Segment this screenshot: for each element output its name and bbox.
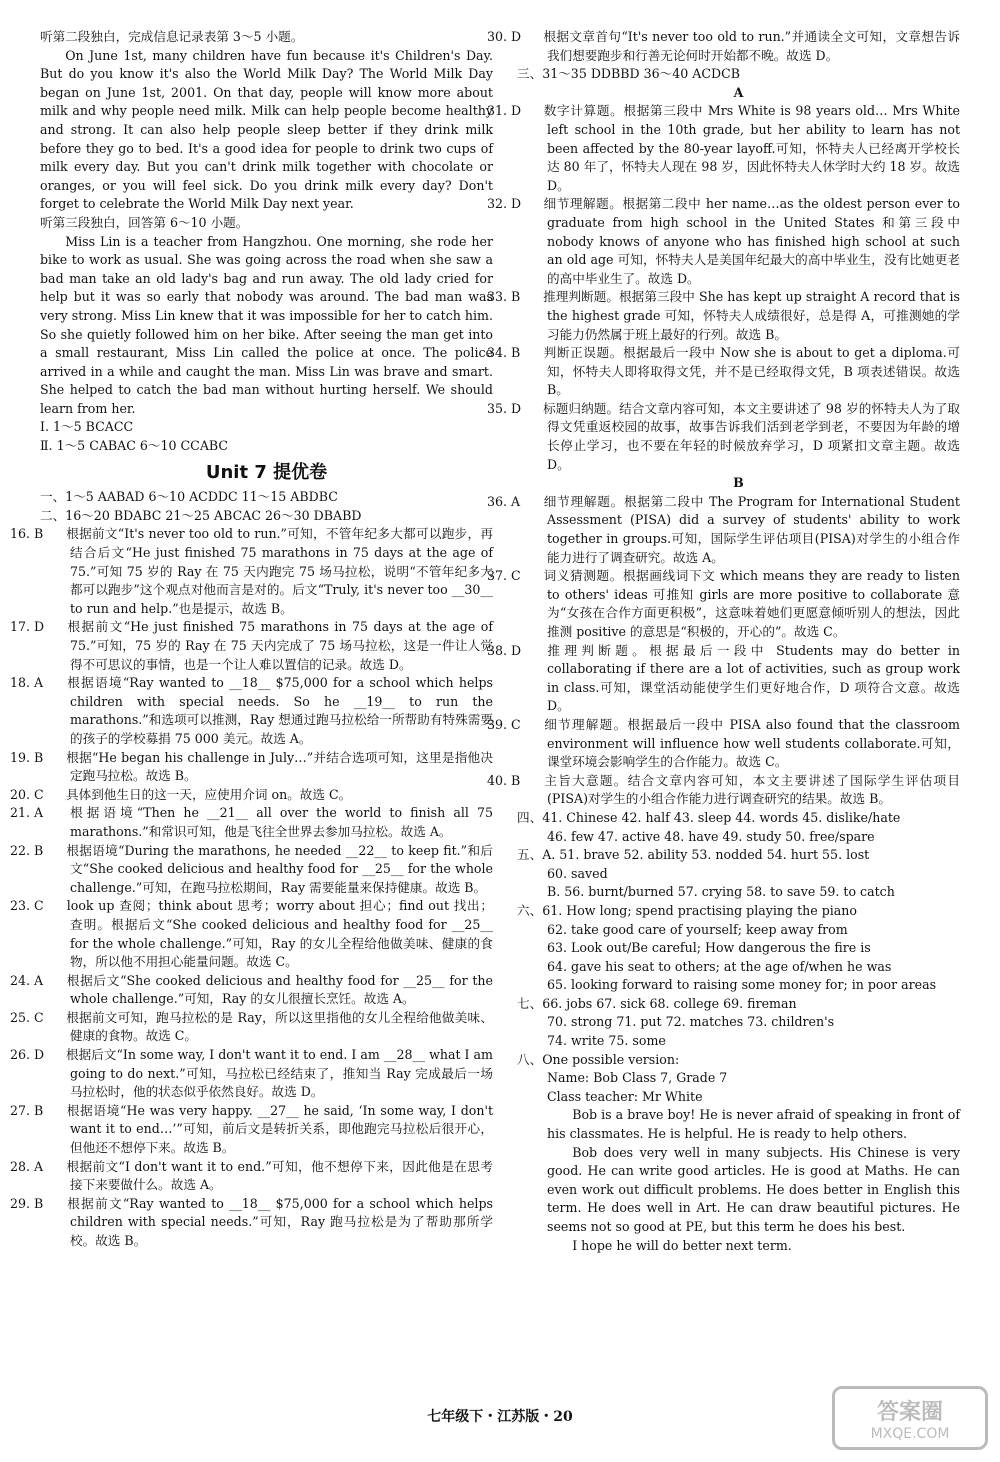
section-1-answers: 一、1～5 AABAD 6～10 ACDDC 11～15 ABDBC <box>40 489 338 505</box>
essay-paragraph-2: Bob does very well in many subjects. His Chinese is very good. He can write good articles. He is good at Maths. He can even work out difficult problems. He does better in English this term. He does well in Art. He can draw beautiful pictures. He seems not so good at PE, but this term he does his best. <box>547 1144 960 1234</box>
explanation-item <box>10 618 493 674</box>
section-6-line-4: 64. gave his seat to others; at the age of/when he was <box>547 958 892 974</box>
item-text: 根据前文可知，跑马拉松的是 Ray，所以这里指他的女儿全程给他做美味、健康的食物。故选 C。 <box>66 1009 493 1044</box>
explanation-item <box>10 1046 493 1102</box>
item-number: 40. B <box>487 772 521 788</box>
explanation-item <box>10 1158 493 1195</box>
explanation-item <box>10 674 493 748</box>
explanation-item <box>10 972 493 1009</box>
section-6-line-3: 63. Look out/Be careful; How dangerous the fire is <box>547 940 871 956</box>
item-number: 35. D <box>487 400 522 416</box>
part3-heading: 听第三段独白，回答第 6～10 小题。 <box>40 214 249 230</box>
explanation-item <box>487 772 960 809</box>
item-text: 根据语境“Ray wanted to __18__ $75,000 for a school which helps children with special needs. So he __19__ to run the marathons.”和选项可以推测，Ray 想通过跑马拉松给一所帮助有特殊需要的孩子的学校募捐 75 000 美元。故选 A。 <box>67 675 493 746</box>
section-5-line-1: 五、A. 51. brave 52. ability 53. nodded 54. hurt 55. lost <box>517 847 870 863</box>
listening-answers-2: Ⅱ. 1～5 CABAC 6～10 CCABC <box>40 438 229 454</box>
explanation-item <box>10 804 493 841</box>
explanation-item <box>487 493 960 567</box>
passage-a-label: A <box>733 84 744 100</box>
item-number: 23. C <box>10 898 44 914</box>
essay-paragraph-1: Bob is a brave boy! He is never afraid of speaking in front of his classmates. He is helpful. He is ready to help others. <box>547 1107 960 1142</box>
section-6-line-5: 65. looking forward to raising some money for; in poor areas <box>547 977 937 993</box>
item-text: 根据语境“During the marathons, he needed __22__ to keep fit.”和后文“She cooked delicious and healthy food for __25__ for the whole challenge.”可知，在跑马拉松期间，Ray 需要能量来保持健康。故选 B。 <box>66 842 493 895</box>
left-column <box>10 28 494 1251</box>
explanation-item <box>10 1195 493 1251</box>
item-text: 标题归纳题。结合文章内容可知，本文主要讲述了 98 岁的怀特夫人为了取得文凭重返校园的故事，故事告诉我们活到老学到老，不要因为年龄的增长停止学习，也不要在年轻的时候放弃学习，D 项紧扣文章主题。故选 D。 <box>543 400 960 472</box>
watermark-line-1: 答案圈 <box>876 1399 943 1425</box>
explanation-item <box>487 400 960 474</box>
item-text: 细节理解题。根据最后一段中 PISA also found that the classroom environment will influence how well students collaborate.可知，课堂环境会影响学生的合作能力。故选 C。 <box>544 716 960 770</box>
right-explanations-3 <box>487 493 960 809</box>
item-text: 判断正误题。根据最后一段中 Now she is about to get a diploma.可知，怀特夫人即将取得文凭，并不是已经取得文凭，B 项表述错误。故选 B。 <box>543 345 960 398</box>
item-text: 细节理解题。根据第二段中 her name…as the oldest person ever to graduate from high school in the United States 和第三段中 nobody knows of anyone who has finished high school at such an old age 可知，怀特夫人是美国年纪最大的高中毕业生，没有比她更老的高中毕业生了。故选 D。 <box>543 196 960 286</box>
item-number: 21. A <box>10 805 44 821</box>
item-text: look up 查阅；think about 思考；worry about 担心；find out 找出；查明。根据后文“She cooked delicious and healthy food for __25__ for the whole challenge.”可知，Ray 的女儿全程给他做美味、健康的食物，所以他不用担心能量问题。故选 C。 <box>66 898 493 970</box>
item-text: 根据前文“I don't want it to end.”可知，他不想停下来，因此他是在思考接下来要做什么。故选 A。 <box>66 1158 493 1193</box>
explanation-item <box>487 642 960 716</box>
item-text: 词义猜测题。根据画线词下文 which means they are ready to listen to others' ideas 可推知 girls are more positive to collaborate 意为“女孩在合作方面更积极”，这意味着她们更愿意倾听别人的想法，因此推测 positive 的意思是“积极的，开心的”。故选 C。 <box>543 568 960 639</box>
item-number: 24. A <box>10 972 44 988</box>
item-text: 根据前文“Ray wanted to __18__ $75,000 for a school which helps children with special needs.”可知，Ray 跑马拉松是为了帮助那所学校。故选 B。 <box>67 1195 493 1248</box>
item-number: 29. B <box>10 1195 44 1211</box>
section-5-line-3: B. 56. burnt/burned 57. crying 58. to save 59. to catch <box>547 884 895 900</box>
item-text: 根据后文“She cooked delicious and healthy food for __25__ for the whole challenge.”可知，Ray 的女儿很擅长烹饪。故选 A。 <box>66 972 493 1007</box>
item-text: 根据前文“He just finished 75 marathons in 75 days at the age of 75.”可知，75 岁的 Ray 在 75 天内完成了 75 场马拉松，这是一件让人觉得不可思议的事情，也是一个让人难以置信的记录。故选 D。 <box>67 619 493 672</box>
item-number: 28. A <box>10 1158 44 1174</box>
explanation-item <box>487 28 960 65</box>
item-number: 38. D <box>487 642 522 658</box>
item-number: 32. D <box>487 196 522 212</box>
part3-text: Miss Lin is a teacher from Hangzhou. One morning, she rode her bike to work as usual. She was going across the road when she saw a bad man take an old lady's bag and run away. The old lady cried for help but it was so early that nobody was around. The bad man was very strong. Miss Lin knew that it was impossible for her to catch him. So she quietly followed him on her bike. After seeing the man get into a small restaurant, Miss Lin called the police at once. The police arrived in a while and caught the man. Miss Lin was brave and smart. She helped to catch the bad man without hurting herself. We should learn from her. <box>40 233 493 416</box>
explanation-item <box>10 525 493 618</box>
section-4-line-2: 46. few 47. active 48. have 49. study 50. free/spare <box>547 828 875 844</box>
explanation-item <box>487 102 960 195</box>
item-number: 26. D <box>10 1047 45 1063</box>
explanation-item <box>487 288 960 344</box>
left-explanations <box>10 525 494 1250</box>
item-text: 具体到他生日的这一天，应使用介词 on。故选 C。 <box>66 786 352 802</box>
part2-heading: 听第二段独白，完成信息记录表第 3～5 小题。 <box>40 29 304 44</box>
explanation-item <box>487 195 960 288</box>
section-3-answers: 三、31～35 DDBBD 36～40 ACDCB <box>517 66 741 82</box>
item-number: 18. A <box>10 675 44 691</box>
item-number: 37. C <box>487 568 521 584</box>
essay-name-line: Name: Bob Class 7, Grade 7 <box>547 1070 728 1086</box>
section-6-line-1: 六、61. How long; spend practising playing the piano <box>517 902 857 918</box>
item-number: 31. D <box>487 103 522 119</box>
unit-title: Unit 7 提优卷 <box>205 461 328 483</box>
explanation-item <box>10 842 493 898</box>
section-5-line-2: 60. saved <box>547 865 608 881</box>
section-6-line-2: 62. take good care of yourself; keep away from <box>547 921 848 937</box>
page-footer: 七年级下・江苏版・20 <box>427 1409 573 1425</box>
item-number: 17. D <box>10 619 45 635</box>
item-text: 根据语境“Then he __21__ all over the world to finish all 75 marathons.”和常识可知，他是飞往全世界去参加马拉松。故选 A。 <box>70 805 493 839</box>
explanation-item <box>487 567 960 641</box>
item-number: 22. B <box>10 842 44 858</box>
explanation-item <box>10 1102 494 1158</box>
item-number: 33. B <box>487 289 521 305</box>
explanation-item <box>10 786 493 805</box>
item-number: 34. B <box>487 345 521 361</box>
section-7-line-3: 74. write 75. some <box>547 1033 666 1049</box>
right-explanations-2 <box>487 102 960 474</box>
explanation-item <box>487 716 960 772</box>
item-text: 细节理解题。根据第二段中 The Program for International Student Assessment (PISA) did a survey of students' ability to work together in groups.可知，国际学生评估项目(PISA)对学生的小组合作能力进行了调查研究。故选 A。 <box>543 493 960 565</box>
item-text: 推理判断题。根据最后一段中 Students may do better in collaborating if there are a lot of activities, such as group work in class.可知，课堂活动能使学生们更好地合作，D 项符合文意。故选 D。 <box>547 642 960 714</box>
listening-answers-1: Ⅰ. 1～5 BCACC <box>40 419 134 435</box>
part2-text: On June 1st, many children have fun because it's Children's Day. But do you know it's also the World Milk Day? The World Milk Day began on June 1st, 2001. On that day, people will know more about milk and why people need milk. Milk can help people become healthy and strong. It can also help people sleep better if they drink milk before they go to bed. It's a good idea for people to drink two cups of milk every day. But you can't drink milk together with chocolate or oranges, or you will feel sick. Do you drink milk every day? Don't forget to celebrate the World Milk Day next year. <box>40 47 493 212</box>
right-column <box>487 28 960 1255</box>
item-number: 30. D <box>487 29 522 44</box>
watermark-logo <box>832 1386 988 1450</box>
item-text: 根据语境“He was very happy. __27__ he said, ‘In some way, I don't want it to end…’”可知，前后文是转折关系，即他跑完马拉松后很开心，但他还不想停下来。故选 B。 <box>66 1102 494 1156</box>
section-7-line-2: 70. strong 71. put 72. matches 73. children's <box>547 1014 835 1030</box>
essay-teacher-line: Class teacher: Mr White <box>547 1088 703 1104</box>
section-7-line-1: 七、66. jobs 67. sick 68. college 69. fireman <box>517 995 797 1011</box>
watermark-line-2: MXQE.COM <box>870 1425 950 1442</box>
item-number: 27. B <box>10 1102 44 1118</box>
section-2-answers: 二、16～20 BDABC 21～25 ABCAC 26～30 DBABD <box>40 507 362 523</box>
item-text: 数字计算题。根据第三段中 Mrs White is 98 years old… Mrs White left school in the 10th grade, but her ability to learn has not been affected by the 80-year layoff.可知，怀特夫人已经离开学校长达 80 年了，怀特夫人现在 98 岁，因此怀特夫人休学时大约 18 岁。故选 D。 <box>543 103 960 193</box>
item-text: 主旨大意题。结合文章内容可知，本文主要讲述了国际学生评估项目(PISA)对学生的小组合作能力进行调查研究的结果。故选 B。 <box>544 772 960 807</box>
item-number: 19. B <box>10 749 44 765</box>
item-text: 推理判断题。根据第三段中 She has kept up straight A record that is the highest grade 可知，怀特夫人成绩很好，总是得 A，可推测她的学习能力仍然属于班上最好的行列。故选 B。 <box>543 289 960 342</box>
item-number: 16. B <box>10 526 44 542</box>
explanation-item <box>10 749 493 786</box>
item-number: 39. C <box>487 716 521 732</box>
essay-paragraph-3: I hope he will do better next term. <box>572 1237 792 1253</box>
item-number: 20. C <box>10 786 44 802</box>
explanation-item <box>487 344 960 400</box>
section-8-heading: 八、One possible version: <box>517 1051 680 1067</box>
section-4-line-1: 四、41. Chinese 42. half 43. sleep 44. words 45. dislike/hate <box>517 809 901 825</box>
right-explanations-1 <box>487 28 960 65</box>
item-text: 根据“He began his challenge in July…”并结合选项可知，这里是指他决定跑马拉松。故选 B。 <box>66 749 493 784</box>
item-number: 25. C <box>10 1009 44 1025</box>
item-text: 根据前文“It's never too old to run.”可知，不管年纪多大都可以跑步，再结合后文“He just finished 75 marathons in 75 days at the age of 75.”可知 75 岁的 Ray 在 75 天内跑完 75 场马拉松，说明“不管年纪多大都可以跑步”这个观点对他而言是对的。后文“Truly, it's never too __30__ to run and help.”也是提示，故选 B。 <box>66 526 493 616</box>
explanation-item <box>10 897 493 971</box>
item-text: 根据文章首句“It's never too old to run.”并通读全文可知，文章想告诉我们想要跑步和行善无论何时开始都不晚。故选 D。 <box>543 29 960 63</box>
item-text: 根据后文“In some way, I don't want it to end. I am __28__ what I am going to do next.”可知，马拉松已经结束了，推知当 Ray 完成最后一场马拉松时，他的状态似乎依然良好。故选 D。 <box>66 1047 493 1100</box>
item-number: 36. A <box>487 493 521 509</box>
passage-b-label: B <box>733 475 744 491</box>
explanation-item <box>10 1009 493 1046</box>
